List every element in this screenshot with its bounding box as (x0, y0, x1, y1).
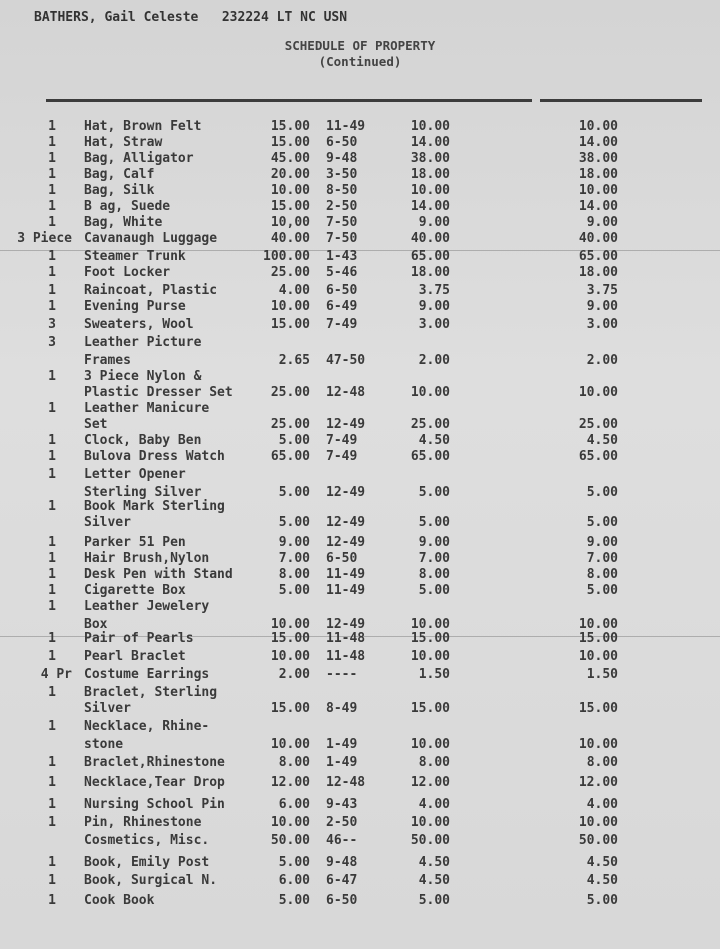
item-date: 6-50 (326, 135, 358, 150)
item-price: 5.00 (278, 893, 310, 908)
item-value: 10.00 (410, 815, 450, 830)
item-date: 46-- (326, 833, 358, 848)
item-description: Leather Jewelery (84, 599, 210, 614)
item-total: 15.00 (578, 701, 618, 716)
item-price: 100.00 (263, 249, 310, 264)
item-value: 10.00 (410, 385, 450, 400)
item-total: 4.00 (586, 797, 618, 812)
item-date: 8-50 (326, 183, 358, 198)
item-value: 10.00 (410, 119, 450, 134)
item-description: Sterling Silver (84, 485, 202, 500)
item-description: Cavanaugh Luggage (84, 231, 218, 246)
item-description: Hair Brush,Nylon (84, 551, 210, 566)
item-date: 6-47 (326, 873, 358, 888)
item-price: 10,00 (270, 215, 310, 230)
item-quantity: 1 (48, 551, 56, 566)
item-value: 10.00 (410, 737, 450, 752)
item-total: 10.00 (578, 737, 618, 752)
table-row (0, 599, 720, 617)
item-price: 5.00 (278, 515, 310, 530)
item-price: 25.00 (270, 385, 310, 400)
item-date: 11-48 (326, 649, 366, 664)
item-total: 8.00 (586, 567, 618, 582)
table-row (0, 701, 720, 719)
item-total: 38.00 (578, 151, 618, 166)
item-date: 7-49 (326, 433, 358, 448)
item-value: 5.00 (418, 583, 450, 598)
item-date: 1-49 (326, 737, 358, 752)
item-price: 15.00 (270, 317, 310, 332)
item-quantity: 1 (48, 815, 56, 830)
item-total: 3.00 (586, 317, 618, 332)
item-total: 7.00 (586, 551, 618, 566)
item-price: 10.00 (270, 299, 310, 314)
item-date: 12-48 (326, 385, 366, 400)
item-price: 5.00 (278, 433, 310, 448)
item-date: ---- (326, 667, 358, 682)
item-price: 10.00 (270, 183, 310, 198)
item-price: 15.00 (270, 631, 310, 646)
item-price: 5.00 (278, 583, 310, 598)
item-value: 3.00 (418, 317, 450, 332)
item-date: 12-49 (326, 485, 366, 500)
item-value: 4.00 (418, 797, 450, 812)
item-quantity: 1 (48, 649, 56, 664)
item-description: Nursing School Pin (84, 797, 225, 812)
item-total: 10.00 (578, 649, 618, 664)
item-description: Desk Pen with Stand (84, 567, 233, 582)
item-price: 4.00 (278, 283, 310, 298)
item-price: 12.00 (270, 775, 310, 790)
item-price: 15.00 (270, 119, 310, 134)
item-value: 7.00 (418, 551, 450, 566)
item-description: Book, Surgical N. (84, 873, 218, 888)
item-value: 4.50 (418, 433, 450, 448)
table-row (0, 265, 720, 283)
item-price: 40.00 (270, 231, 310, 246)
item-price: 8.00 (278, 567, 310, 582)
item-value: 3.75 (418, 283, 450, 298)
item-value: 8.00 (418, 567, 450, 582)
item-description: Hat, Straw (84, 135, 163, 150)
item-description: Set (84, 417, 108, 432)
item-value: 65.00 (410, 449, 450, 464)
item-description: Sweaters, Wool (84, 317, 194, 332)
item-quantity: 3 Piece (17, 231, 72, 246)
item-description: Bulova Dress Watch (84, 449, 225, 464)
item-date: 9-48 (326, 151, 358, 166)
item-date: 5-46 (326, 265, 358, 280)
item-total: 5.00 (586, 485, 618, 500)
item-quantity: 1 (48, 797, 56, 812)
item-description: Silver (84, 515, 131, 530)
item-description: Frames (84, 353, 131, 368)
item-price: 25.00 (270, 265, 310, 280)
item-description: Bag, Silk (84, 183, 155, 198)
item-date: 3-50 (326, 167, 358, 182)
item-quantity: 1 (48, 567, 56, 582)
item-quantity: 1 (48, 535, 56, 550)
table-row (0, 515, 720, 533)
item-price: 2.00 (278, 667, 310, 682)
item-value: 50.00 (410, 833, 450, 848)
item-quantity: 1 (48, 719, 56, 734)
item-description: Plastic Dresser Set (84, 385, 233, 400)
item-description: Box (84, 617, 108, 632)
item-date: 2-50 (326, 199, 358, 214)
item-price: 15.00 (270, 701, 310, 716)
item-value: 25.00 (410, 417, 450, 432)
item-value: 4.50 (418, 873, 450, 888)
item-description: Parker 51 Pen (84, 535, 186, 550)
item-price: 7.00 (278, 551, 310, 566)
item-description: Bag, White (84, 215, 163, 230)
table-row (0, 231, 720, 249)
page-title: SCHEDULE OF PROPERTY (284, 38, 436, 53)
item-description: Leather Manicure (84, 401, 210, 416)
item-price: 8.00 (278, 755, 310, 770)
item-date: 2-50 (326, 815, 358, 830)
item-value: 5.00 (418, 515, 450, 530)
item-description: Necklace,Tear Drop (84, 775, 225, 790)
item-date: 11-49 (326, 583, 366, 598)
item-total: 4.50 (586, 855, 618, 870)
item-quantity: 3 (48, 317, 56, 332)
item-date: 7-49 (326, 317, 358, 332)
item-description: Silver (84, 701, 131, 716)
item-value: 14.00 (410, 135, 450, 150)
item-total: 2.00 (586, 353, 618, 368)
item-description: Book Mark Sterling (84, 499, 225, 514)
item-quantity: 1 (48, 893, 56, 908)
item-description: Evening Purse (84, 299, 186, 314)
item-total: 8.00 (586, 755, 618, 770)
item-quantity: 1 (48, 299, 56, 314)
item-total: 9.00 (586, 535, 618, 550)
item-total: 9.00 (586, 299, 618, 314)
item-quantity: 1 (48, 467, 56, 482)
item-price: 15.00 (270, 199, 310, 214)
item-description: Steamer Trunk (84, 249, 186, 264)
item-description: Braclet,Rhinestone (84, 755, 225, 770)
item-quantity: 1 (48, 119, 56, 134)
item-quantity: 1 (48, 135, 56, 150)
item-quantity: 1 (48, 583, 56, 598)
item-quantity: 1 (48, 369, 56, 384)
table-row (0, 755, 720, 773)
item-quantity: 1 (48, 433, 56, 448)
item-quantity: 1 (48, 855, 56, 870)
item-date: 6-50 (326, 893, 358, 908)
table-row (0, 449, 720, 467)
item-date: 12-49 (326, 535, 366, 550)
item-description: Book, Emily Post (84, 855, 210, 870)
item-quantity: 1 (48, 249, 56, 264)
page-subtitle: (Continued) (318, 54, 402, 69)
item-value: 10.00 (410, 183, 450, 198)
item-value: 10.00 (410, 649, 450, 664)
table-row (0, 335, 720, 353)
item-price: 10.00 (270, 649, 310, 664)
item-description: Pair of Pearls (84, 631, 194, 646)
item-quantity: 1 (48, 631, 56, 646)
table-row (0, 797, 720, 815)
item-price: 5.00 (278, 485, 310, 500)
item-quantity: 1 (48, 199, 56, 214)
item-total: 65.00 (578, 449, 618, 464)
item-total: 12.00 (578, 775, 618, 790)
table-row (0, 855, 720, 873)
table-row (0, 467, 720, 485)
item-value: 2.00 (418, 353, 450, 368)
item-date: 12-48 (326, 775, 366, 790)
item-description: Raincoat, Plastic (84, 283, 218, 298)
item-description: Necklace, Rhine- (84, 719, 210, 734)
item-total: 4.50 (586, 873, 618, 888)
item-description: B ag, Suede (84, 199, 171, 214)
item-quantity: 1 (48, 755, 56, 770)
item-total: 4.50 (586, 433, 618, 448)
item-total: 10.00 (578, 617, 618, 632)
item-date: 11-49 (326, 567, 366, 582)
item-date: 9-43 (326, 797, 358, 812)
item-total: 14.00 (578, 199, 618, 214)
item-price: 45.00 (270, 151, 310, 166)
owner-name: BATHERS, Gail Celeste (34, 10, 199, 25)
item-quantity: 1 (48, 449, 56, 464)
item-date: 12-49 (326, 617, 366, 632)
item-total: 1.50 (586, 667, 618, 682)
item-price: 5.00 (278, 855, 310, 870)
item-quantity: 1 (48, 873, 56, 888)
item-price: 15.00 (270, 135, 310, 150)
item-date: 1-49 (326, 755, 358, 770)
item-quantity: 1 (48, 215, 56, 230)
item-total: 65.00 (578, 249, 618, 264)
item-total: 5.00 (586, 515, 618, 530)
item-total: 14.00 (578, 135, 618, 150)
item-description: Letter Opener (84, 467, 186, 482)
item-price: 6.00 (278, 797, 310, 812)
item-quantity: 1 (48, 599, 56, 614)
item-quantity: 1 (48, 685, 56, 700)
item-quantity: 1 (48, 499, 56, 514)
item-value: 15.00 (410, 701, 450, 716)
item-description: Hat, Brown Felt (84, 119, 202, 134)
table-row (0, 737, 720, 755)
item-value: 9.00 (418, 535, 450, 550)
table-row (0, 317, 720, 335)
item-value: 14.00 (410, 199, 450, 214)
item-total: 10.00 (578, 815, 618, 830)
item-description: Cosmetics, Misc. (84, 833, 210, 848)
item-date: 47-50 (326, 353, 366, 368)
item-value: 15.00 (410, 631, 450, 646)
item-value: 1.50 (418, 667, 450, 682)
item-total: 50.00 (578, 833, 618, 848)
item-description: Costume Earrings (84, 667, 210, 682)
item-price: 9.00 (278, 535, 310, 550)
table-row (0, 815, 720, 833)
item-price: 10.00 (270, 737, 310, 752)
item-total: 18.00 (578, 265, 618, 280)
item-description: Cigarette Box (84, 583, 186, 598)
item-value: 8.00 (418, 755, 450, 770)
item-price: 20.00 (270, 167, 310, 182)
item-date: 11-49 (326, 119, 366, 134)
item-quantity: 1 (48, 401, 56, 416)
item-value: 10.00 (410, 617, 450, 632)
table-row (0, 775, 720, 793)
table-row (0, 719, 720, 737)
table-row (0, 649, 720, 667)
item-quantity: 4 Pr (40, 667, 72, 682)
item-value: 65.00 (410, 249, 450, 264)
item-date: 6-50 (326, 283, 358, 298)
item-date: 8-49 (326, 701, 358, 716)
item-value: 12.00 (410, 775, 450, 790)
item-total: 25.00 (578, 417, 618, 432)
item-value: 5.00 (418, 485, 450, 500)
item-date: 7-49 (326, 449, 358, 464)
item-total: 10.00 (578, 119, 618, 134)
item-value: 18.00 (410, 167, 450, 182)
item-total: 15.00 (578, 631, 618, 646)
item-price: 10.00 (270, 815, 310, 830)
item-value: 5.00 (418, 893, 450, 908)
item-quantity: 1 (48, 151, 56, 166)
table-row (0, 299, 720, 317)
item-description: Bag, Calf (84, 167, 155, 182)
item-value: 38.00 (410, 151, 450, 166)
item-price: 65.00 (270, 449, 310, 464)
item-quantity: 1 (48, 283, 56, 298)
item-price: 6.00 (278, 873, 310, 888)
item-value: 4.50 (418, 855, 450, 870)
item-total: 9.00 (586, 215, 618, 230)
item-total: 10.00 (578, 385, 618, 400)
item-description: Pearl Braclet (84, 649, 186, 664)
item-date: 11-48 (326, 631, 366, 646)
item-price: 10.00 (270, 617, 310, 632)
service-number: 232224 LT NC USN (221, 10, 348, 25)
item-value: 9.00 (418, 299, 450, 314)
item-quantity: 1 (48, 265, 56, 280)
item-quantity: 1 (48, 183, 56, 198)
item-value: 9.00 (418, 215, 450, 230)
table-row (0, 833, 720, 851)
item-description: Cook Book (84, 893, 155, 908)
item-description: Braclet, Sterling (84, 685, 218, 700)
item-date: 12-49 (326, 417, 366, 432)
item-total: 40.00 (578, 231, 618, 246)
table-row (0, 873, 720, 891)
item-total: 18.00 (578, 167, 618, 182)
table-row (0, 893, 720, 911)
item-price: 2.65 (278, 353, 310, 368)
item-price: 25.00 (270, 417, 310, 432)
item-description: Pin, Rhinestone (84, 815, 202, 830)
item-description: Clock, Baby Ben (84, 433, 202, 448)
item-total: 10.00 (578, 183, 618, 198)
item-total: 5.00 (586, 583, 618, 598)
item-date: 6-49 (326, 299, 358, 314)
item-value: 40.00 (410, 231, 450, 246)
item-date: 6-50 (326, 551, 358, 566)
item-description: Bag, Alligator (84, 151, 194, 166)
item-quantity: 1 (48, 775, 56, 790)
item-description: stone (84, 737, 124, 752)
item-description: 3 Piece Nylon & (84, 369, 202, 384)
item-description: Foot Locker (84, 265, 171, 280)
item-value: 18.00 (410, 265, 450, 280)
item-date: 7-50 (326, 215, 358, 230)
table-row (0, 631, 720, 649)
table-row (0, 667, 720, 685)
item-total: 3.75 (586, 283, 618, 298)
item-description: Leather Picture (84, 335, 202, 350)
item-date: 7-50 (326, 231, 358, 246)
item-total: 5.00 (586, 893, 618, 908)
item-date: 12-49 (326, 515, 366, 530)
item-quantity: 1 (48, 167, 56, 182)
item-quantity: 3 (48, 335, 56, 350)
item-date: 1-43 (326, 249, 358, 264)
item-price: 50.00 (270, 833, 310, 848)
item-date: 9-48 (326, 855, 358, 870)
